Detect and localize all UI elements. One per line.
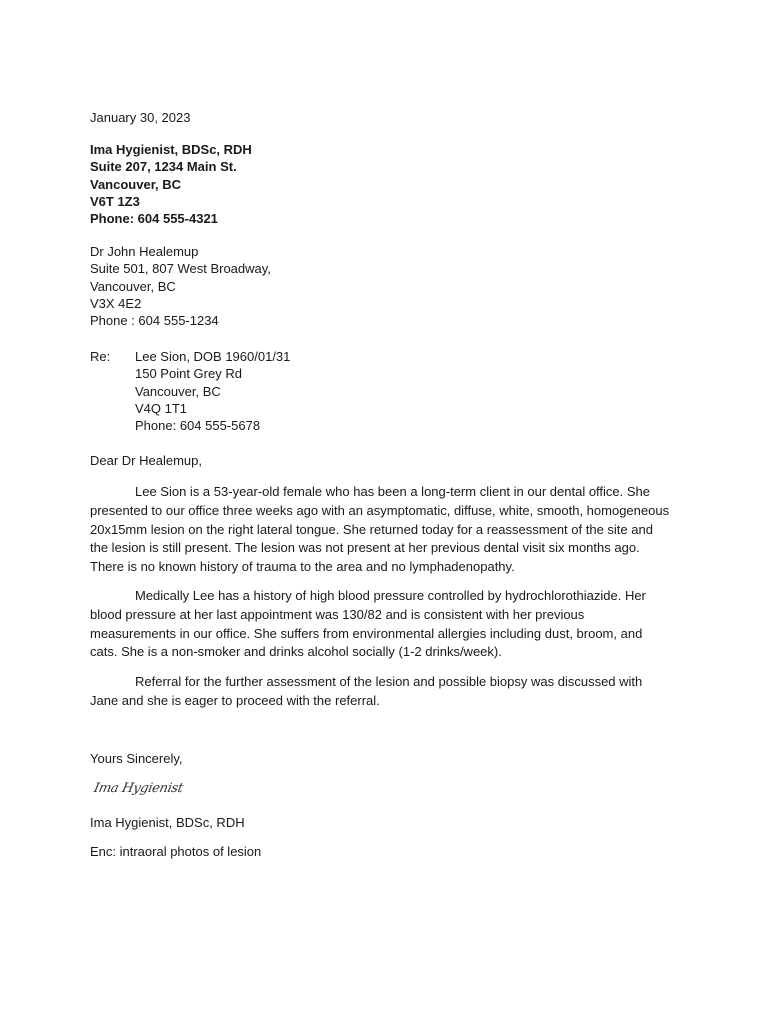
recipient-line: Suite 501, 807 West Broadway, — [90, 261, 271, 277]
sender-line: Ima Hygienist, BDSc, RDH — [90, 142, 252, 157]
salutation: Dear Dr Healemup, — [90, 453, 202, 468]
body-paragraph — [90, 587, 670, 662]
recipient-line: V3X 4E2 — [90, 295, 142, 311]
handwritten-signature: Ima Hygienist — [92, 781, 185, 796]
body-paragraph — [90, 483, 670, 577]
body-paragraph-text: Referral for the further assessment of the lesion and possible biopsy was discussed with Jane and she is eager to proceed with the referral. — [90, 674, 643, 708]
sender-line: Suite 207, 1234 Main St. — [90, 159, 237, 175]
sender-address-block — [90, 141, 252, 227]
sender-line: V6T 1Z3 — [90, 193, 140, 209]
recipient-address-block — [90, 243, 271, 329]
patient-line: 150 Point Grey Rd — [135, 366, 242, 382]
letter-date: January 30, 2023 — [90, 110, 191, 125]
body-paragraph — [90, 673, 670, 711]
recipient-line: Vancouver, BC — [90, 278, 176, 294]
recipient-line: Phone : 604 555-1234 — [90, 313, 219, 329]
sender-line: Phone: 604 555-4321 — [90, 211, 218, 227]
patient-details — [135, 348, 290, 434]
sender-line: Vancouver, BC — [90, 176, 182, 192]
patient-line: V4Q 1T1 — [135, 400, 188, 416]
signer-name: Ima Hygienist, BDSc, RDH — [90, 815, 245, 830]
body-paragraph-text: Lee Sion is a 53-year-old female who has been a long-term client in our dental office. She presented to our office three weeks ago with an asymptomatic, diffuse, white, smooth, homogeneous 20x15mm lesion on the right lateral tongue. She returned today for a reassessment of the site and the lesion is still present. The lesion was not present at her previous dental visit six months ago. There is no known history of trauma to the area and no lymphadenopathy. — [90, 484, 670, 575]
body-paragraph-text: Medically Lee has a history of high blood pressure controlled by hydrochlorothiazide. Her blood pressure at her last appointment was 130/82 and is consistent with her previous measurements in our office. She suffers from environmental allergies including dust, broom, and cats. She is a non-smoker and drinks alcohol socially (1-2 drinks/week). — [90, 588, 646, 660]
recipient-line: Dr John Healemup — [90, 244, 199, 259]
closing: Yours Sincerely, — [90, 751, 183, 766]
patient-line: Lee Sion, DOB 1960/01/31 — [135, 349, 291, 364]
patient-line: Phone: 604 555-5678 — [135, 418, 261, 434]
enclosure-note: Enc: intraoral photos of lesion — [90, 844, 262, 859]
re-label: Re: — [90, 349, 111, 364]
patient-line: Vancouver, BC — [135, 383, 221, 399]
